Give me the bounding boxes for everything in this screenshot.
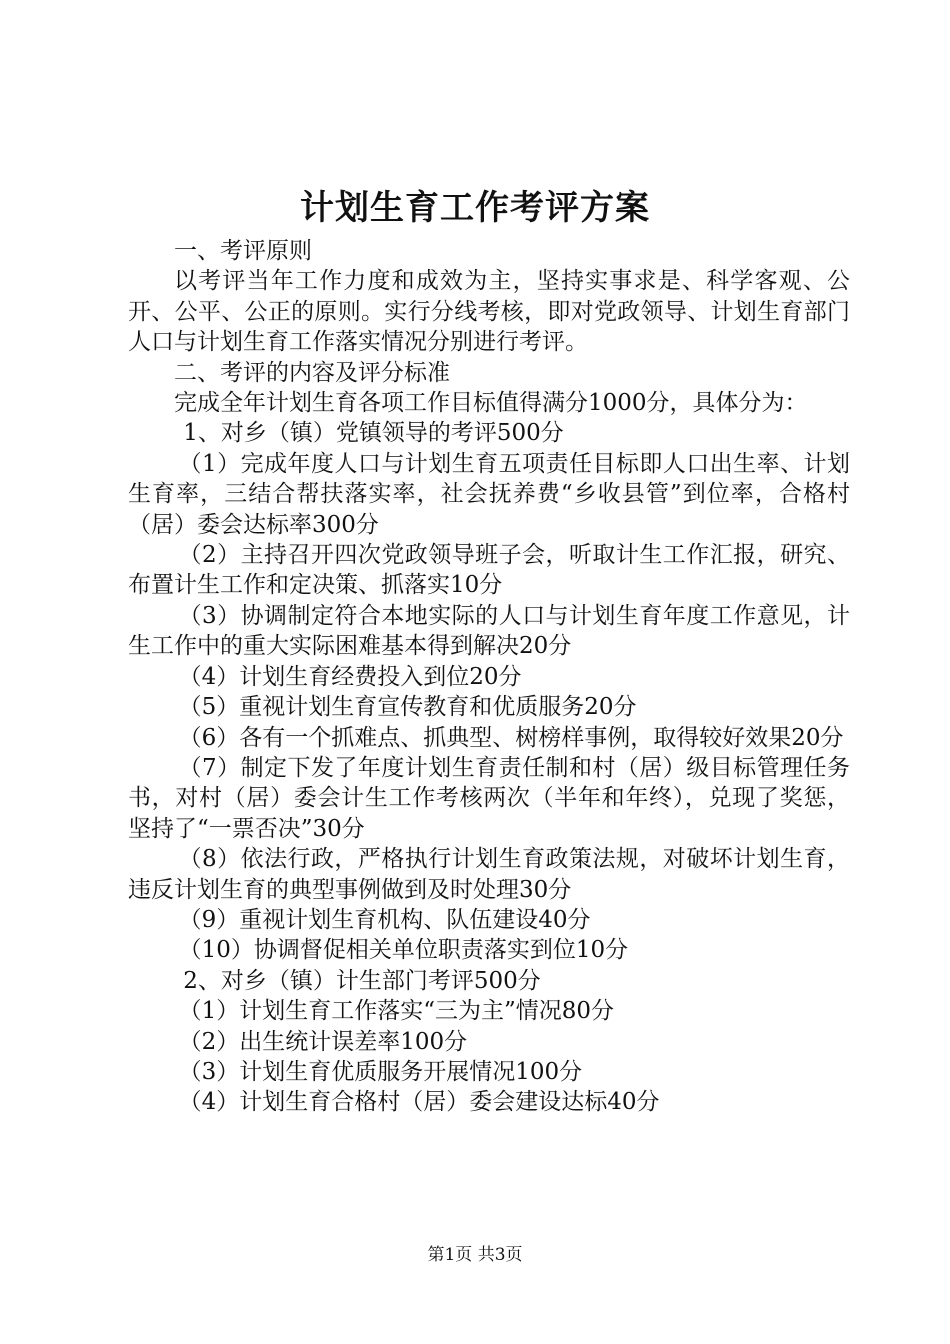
section-heading-content: 二、考评的内容及评分标准 <box>174 359 450 386</box>
list-item: （1）计划生育工作落实“三为主”情况80分 <box>178 998 615 1025</box>
list-item: （2）出生统计误差率100分 <box>178 1028 468 1055</box>
list-item: （9）重视计划生育机构、队伍建设40分 <box>178 906 591 933</box>
page-number-footer: 第1页 共3页 <box>427 1245 523 1265</box>
list-item: （6）各有一个抓难点、抓典型、树榜样事例，取得较好效果20分 <box>178 724 844 751</box>
list-item: （5）重视计划生育宣传教育和优质服务20分 <box>178 694 637 721</box>
list-item: （4）计划生育经费投入到位20分 <box>178 663 522 690</box>
subsection-party-leaders: 1、对乡（镇）党镇领导的考评500分 <box>183 420 564 447</box>
document-title: 计划生育工作考评方案 <box>300 188 650 228</box>
list-item: （7）制定下发了年度计划生育责任制和村（居）级目标管理任务书，对村（居）委会计生工作考核两次（半年和年终），兑现了奖惩，坚持了“一票否决”30分 <box>128 754 850 842</box>
paragraph-full-score: 完成全年计划生育各项工作目标值得满分1000分，具体分为： <box>174 390 808 417</box>
section-heading-principles: 一、考评原则 <box>174 238 312 264</box>
list-item: （8）依法行政，严格执行计划生育政策法规，对破坏计划生育，违反计划生育的典型事例做到及时处理30分 <box>128 846 850 903</box>
subsection-family-planning-dept: 2、对乡（镇）计生部门考评500分 <box>183 967 541 994</box>
list-item: （2）主持召开四次党政领导班子会，听取计生工作汇报，研究、布置计生工作和定决策、抓落实10分 <box>128 542 850 599</box>
document-body <box>128 236 850 1118</box>
paragraph-principles: 以考评当年工作力度和成效为主，坚持实事求是、科学客观、公开、公平、公正的原则。实行分线考核，即对党政领导、计划生育部门人口与计划生育工作落实情况分别进行考评。 <box>128 268 850 356</box>
list-item: （3）计划生育优质服务开展情况100分 <box>178 1058 583 1085</box>
list-item: （3）协调制定符合本地实际的人口与计划生育年度工作意见，计生工作中的重大实际困难基本得到解决20分 <box>128 602 850 660</box>
list-item: （4）计划生育合格村（居）委会建设达标40分 <box>178 1089 660 1116</box>
list-item: （1）完成年度人口与计划生育五项责任目标即人口出生率、计划生育率，三结合帮扶落实率，社会抚养费“乡收县管”到位率，合格村（居）委会达标率300分 <box>128 450 850 538</box>
list-item: （10）协调督促相关单位职责落实到位10分 <box>178 937 629 964</box>
